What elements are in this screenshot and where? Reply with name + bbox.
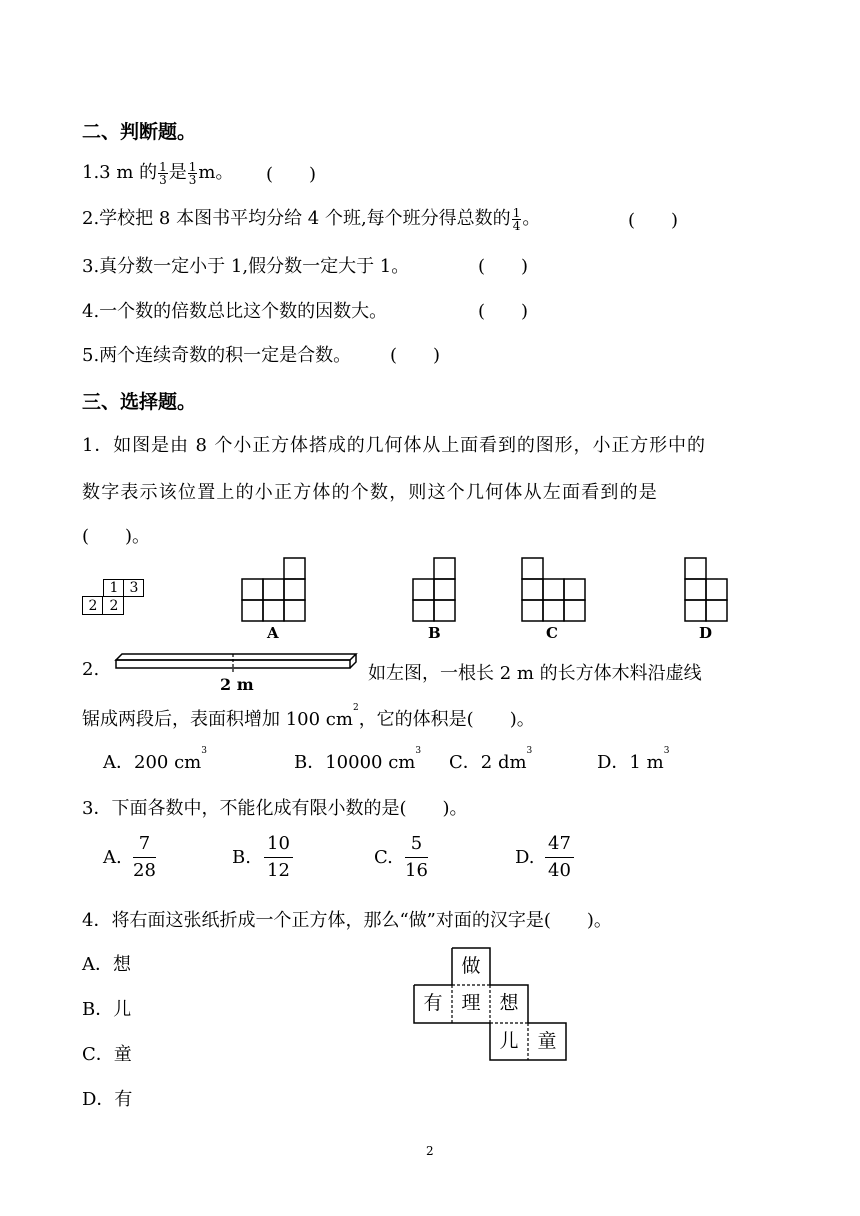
- option-a-label[interactable]: A: [267, 624, 279, 642]
- q2-option-a[interactable]: [103, 748, 207, 774]
- frac-den: 12: [267, 860, 290, 881]
- net-cell-xiang: 想: [499, 992, 519, 1014]
- q3-option-a-fraction: [133, 832, 156, 883]
- q2-option-c[interactable]: [449, 748, 532, 774]
- judgment-q3: 3.真分数一定小于 1,假分数一定大于 1。: [82, 256, 410, 277]
- frac-den: 28: [133, 860, 156, 881]
- option-c-label[interactable]: C: [546, 624, 558, 642]
- q2-line2-suffix: ，它的体积是( )。: [358, 709, 535, 730]
- frac-den: 3: [188, 172, 197, 187]
- answer-paren-q4[interactable]: ( ): [478, 301, 529, 322]
- frac-num: 1: [512, 205, 521, 220]
- superscript: 3: [526, 746, 533, 756]
- choice-q1-line3[interactable]: ( )。: [82, 526, 151, 547]
- choice-q2-number: 2.: [82, 659, 100, 680]
- superscript: 3: [201, 746, 207, 756]
- frac-num: 1: [188, 159, 197, 174]
- q2-text: 2.学校把 8 本图书平均分给 4 个班,每个班分得总数的: [82, 208, 511, 229]
- answer-paren-q1[interactable]: ( ): [266, 164, 317, 185]
- option-d-label[interactable]: D: [699, 624, 713, 642]
- section-title-judgment: 二、判断题。: [82, 121, 197, 143]
- q2-suffix: 。: [522, 208, 541, 229]
- superscript: 2: [352, 703, 359, 713]
- q1-mid: 是: [168, 162, 187, 183]
- q3-option-c-fraction: [405, 832, 428, 883]
- q4-option-c[interactable]: C．童: [82, 1044, 132, 1065]
- q3-option-a-letter[interactable]: A.: [103, 847, 122, 868]
- q3-option-b-letter[interactable]: B.: [232, 847, 251, 868]
- top-view-number: 1: [109, 580, 119, 596]
- q2-option-d[interactable]: [597, 748, 669, 774]
- choice-q1-line1: 1．如图是由 8 个小正方体搭成的几何体从上面看到的图形，小正方形中的: [82, 435, 706, 456]
- choice-q1-line2: 数字表示该位置上的小正方体的个数，则这个几何体从左面看到的是: [82, 482, 658, 503]
- answer-paren-q5[interactable]: ( ): [390, 345, 441, 366]
- net-cell-tong: 童: [537, 1030, 557, 1052]
- top-view-number: 2: [109, 598, 119, 614]
- superscript: 3: [415, 746, 422, 756]
- q3-option-d-fraction: [545, 832, 574, 883]
- judgment-q4: 4.一个数的倍数总比这个数的因数大。: [82, 301, 388, 322]
- frac-num: 1: [159, 159, 167, 174]
- option-c-figure: [522, 558, 585, 621]
- section-title-choice: 三、选择题。: [82, 391, 197, 413]
- choice-q3-stem: 3．下面各数中，不能化成有限小数的是( )。: [82, 798, 468, 819]
- option-text: C．2 dm: [449, 752, 527, 773]
- option-text: D．1 m: [597, 752, 664, 773]
- top-view-number: 3: [129, 580, 139, 596]
- q4-option-a[interactable]: A．想: [82, 954, 131, 975]
- choice-q2-line1: 如左图，一根长 2 m 的长方体木料沿虚线: [368, 663, 702, 684]
- choice-q4-stem: 4．将右面这张纸折成一个正方体，那么“做”对面的汉字是( )。: [82, 910, 612, 931]
- option-b-label[interactable]: B: [428, 624, 441, 642]
- q1-suffix: m。: [198, 162, 234, 183]
- frac-den: 40: [548, 860, 571, 881]
- net-cell-er: 儿: [499, 1030, 519, 1052]
- frac-num: 10: [264, 832, 293, 858]
- frac-num: 7: [133, 832, 156, 858]
- frac-den: 4: [512, 218, 521, 233]
- q3-option-c-letter[interactable]: C.: [374, 847, 393, 868]
- page-number: 2: [426, 1144, 434, 1158]
- frac-num: 5: [405, 832, 428, 858]
- q3-option-d-letter[interactable]: D.: [515, 847, 535, 868]
- top-view-number: 2: [88, 598, 98, 614]
- option-b-figure: [413, 558, 455, 621]
- option-d-figure: [685, 558, 727, 621]
- choice-q2-line2: [82, 705, 535, 731]
- frac-den: 3: [159, 172, 167, 187]
- q4-option-b[interactable]: B．儿: [82, 999, 132, 1020]
- option-a-figure: [242, 558, 305, 621]
- option-text: A．200 cm: [103, 752, 202, 773]
- bar-length-label: 2 m: [220, 675, 254, 694]
- option-text: B．10000 cm: [294, 752, 416, 773]
- frac-den: 16: [405, 860, 428, 881]
- q1-prefix: 1.3 m 的: [82, 162, 158, 183]
- net-cell-li: 理: [461, 992, 481, 1014]
- judgment-q5: 5.两个连续奇数的积一定是合数。: [82, 345, 352, 366]
- frac-num: 47: [545, 832, 574, 858]
- answer-paren-q2[interactable]: ( ): [628, 210, 679, 231]
- net-cell-zuo: 做: [461, 955, 481, 977]
- superscript: 3: [663, 746, 670, 756]
- q3-option-b-fraction: [264, 832, 293, 883]
- q2-option-b[interactable]: [294, 748, 421, 774]
- q4-option-d[interactable]: D．有: [82, 1089, 133, 1110]
- answer-paren-q3[interactable]: ( ): [478, 256, 529, 277]
- net-cell-you: 有: [423, 992, 443, 1014]
- q2-line2-text: 锯成两段后，表面积增加 100 cm: [82, 709, 353, 730]
